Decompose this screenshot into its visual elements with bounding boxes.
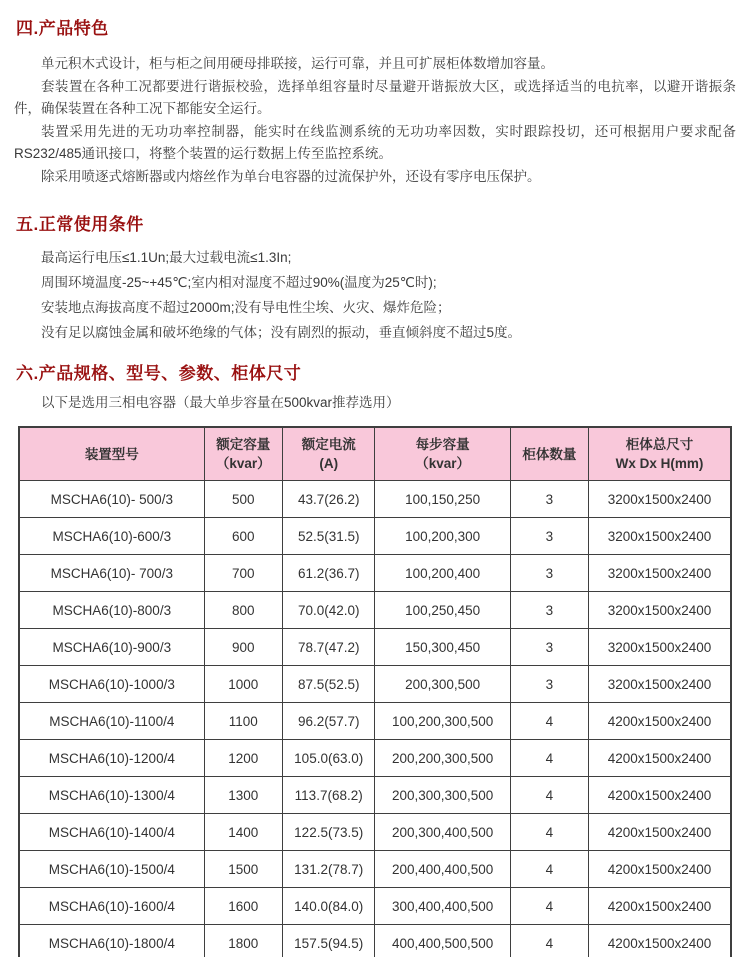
table-cell: 100,200,300,500 bbox=[375, 703, 510, 740]
features-paragraph: 装置采用先进的无功功率控制器，能实时在线监测系统的无功功率因数，实时跟踪投切，还可根据用户要求配备RS232/485通讯接口，将整个装置的运行数据上传至监控系统。 bbox=[14, 123, 736, 161]
table-cell: 4200x1500x2400 bbox=[589, 777, 731, 814]
table-row bbox=[19, 481, 731, 518]
col-header-label: 装置型号 bbox=[84, 446, 139, 462]
table-cell: 113.7(68.2) bbox=[282, 777, 375, 814]
table-cell: MSCHA6(10)-1600/4 bbox=[19, 888, 204, 925]
section-title-specs: 六.产品规格、型号、参数、柜体尺寸 bbox=[16, 364, 302, 383]
table-cell: 87.5(52.5) bbox=[282, 666, 375, 703]
table-cell: MSCHA6(10)-1500/4 bbox=[19, 851, 204, 888]
table-cell: 122.5(73.5) bbox=[282, 814, 375, 851]
table-row bbox=[19, 925, 731, 957]
col-header-cabinet-size bbox=[589, 427, 731, 481]
header-row bbox=[19, 427, 731, 481]
col-header-label: 柜体总尺寸 bbox=[625, 437, 694, 452]
table-cell: 100,200,400 bbox=[375, 555, 510, 592]
table-cell: 200,300,300,500 bbox=[375, 777, 510, 814]
features-paragraph: 单元积木式设计，柜与柜之间用硬母排联接，运行可靠，并且可扩展柜体数增加容量。 bbox=[41, 56, 554, 71]
table-cell: 4200x1500x2400 bbox=[589, 703, 731, 740]
table-cell: 3200x1500x2400 bbox=[589, 481, 731, 518]
table-cell: 3 bbox=[510, 592, 588, 629]
table-cell: 100,200,300 bbox=[375, 518, 510, 555]
col-header-sublabel: Wx Dx H(mm) bbox=[615, 456, 704, 471]
spec-note: 以下是选用三相电容器（最大单步容量在500kvar推荐选用） bbox=[41, 395, 400, 410]
table-cell: 1400 bbox=[204, 814, 282, 851]
table-cell: 61.2(36.7) bbox=[282, 555, 375, 592]
table-cell: 1000 bbox=[204, 666, 282, 703]
table-cell: 157.5(94.5) bbox=[282, 925, 375, 957]
table-cell: 1100 bbox=[204, 703, 282, 740]
table-cell: 900 bbox=[204, 629, 282, 666]
table-cell: 3200x1500x2400 bbox=[589, 518, 731, 555]
features-paragraph: 除采用喷逐式熔断器或内熔丝作为单台电容器的过流保护外，还设有零序电压保护。 bbox=[41, 168, 541, 184]
col-header-label: 每步容量 bbox=[415, 437, 470, 452]
table-cell: 4 bbox=[510, 703, 588, 740]
table-cell: 4200x1500x2400 bbox=[589, 851, 731, 888]
condition-line: 没有足以腐蚀金属和破坏绝缘的气体；没有剧烈的振动，垂直倾斜度不超过5度。 bbox=[41, 325, 522, 340]
table-row bbox=[19, 555, 731, 592]
table-cell: 3 bbox=[510, 555, 588, 592]
table-cell: 200,300,500 bbox=[375, 666, 510, 703]
table-row bbox=[19, 592, 731, 629]
table-cell: 3200x1500x2400 bbox=[589, 592, 731, 629]
table-cell: 200,400,400,500 bbox=[375, 851, 510, 888]
table-cell: 3 bbox=[510, 481, 588, 518]
table-cell: 52.5(31.5) bbox=[282, 518, 375, 555]
col-header-label: 额定容量 bbox=[216, 437, 271, 452]
table-cell: 600 bbox=[204, 518, 282, 555]
table-cell: 200,200,300,500 bbox=[375, 740, 510, 777]
table-cell: MSCHA6(10)- 500/3 bbox=[19, 481, 204, 518]
table-cell: 4 bbox=[510, 740, 588, 777]
table-cell: 43.7(26.2) bbox=[282, 481, 375, 518]
table-cell: 70.0(42.0) bbox=[282, 592, 375, 629]
table-cell: 200,300,400,500 bbox=[375, 814, 510, 851]
table-cell: 3 bbox=[510, 629, 588, 666]
table-cell: 1800 bbox=[204, 925, 282, 957]
table-row bbox=[19, 703, 731, 740]
table-cell: 4 bbox=[510, 814, 588, 851]
col-header-label: 柜体数量 bbox=[522, 446, 577, 462]
col-header-step-capacity bbox=[375, 427, 510, 481]
table-cell: 4 bbox=[510, 851, 588, 888]
spec-table-header bbox=[19, 427, 731, 481]
table-row bbox=[19, 518, 731, 555]
table-row bbox=[19, 740, 731, 777]
table-cell: MSCHA6(10)-900/3 bbox=[19, 629, 204, 666]
table-cell: 1300 bbox=[204, 777, 282, 814]
table-cell: 4 bbox=[510, 777, 588, 814]
col-header-rated-current bbox=[282, 427, 375, 481]
table-cell: 3200x1500x2400 bbox=[589, 666, 731, 703]
col-header-label: 额定电流 bbox=[301, 437, 356, 452]
table-row bbox=[19, 851, 731, 888]
table-cell: 105.0(63.0) bbox=[282, 740, 375, 777]
table-cell: 4200x1500x2400 bbox=[589, 740, 731, 777]
table-cell: MSCHA6(10)-600/3 bbox=[19, 518, 204, 555]
table-cell: MSCHA6(10)- 700/3 bbox=[19, 555, 204, 592]
table-row bbox=[19, 888, 731, 925]
table-cell: 1200 bbox=[204, 740, 282, 777]
table-cell: 4 bbox=[510, 888, 588, 925]
table-cell: MSCHA6(10)-1800/4 bbox=[19, 925, 204, 957]
condition-line: 周围环境温度-25~+45℃;室内相对湿度不超过90%(温度为25℃时); bbox=[41, 275, 437, 290]
table-cell: 150,300,450 bbox=[375, 629, 510, 666]
col-header-cabinet-count bbox=[510, 427, 588, 481]
table-cell: 78.7(47.2) bbox=[282, 629, 375, 666]
table-cell: MSCHA6(10)-800/3 bbox=[19, 592, 204, 629]
section-title-conditions: 五.正常使用条件 bbox=[16, 215, 144, 234]
table-cell: 140.0(84.0) bbox=[282, 888, 375, 925]
table-row bbox=[19, 777, 731, 814]
col-header-sublabel: （kvar） bbox=[215, 456, 271, 471]
table-cell: 4200x1500x2400 bbox=[589, 925, 731, 957]
table-cell: 4 bbox=[510, 925, 588, 957]
col-header-sublabel: (A) bbox=[319, 456, 339, 471]
table-cell: 100,150,250 bbox=[375, 481, 510, 518]
table-cell: MSCHA6(10)-1100/4 bbox=[19, 703, 204, 740]
table-cell: 3 bbox=[510, 666, 588, 703]
table-cell: 3200x1500x2400 bbox=[589, 629, 731, 666]
table-cell: 4200x1500x2400 bbox=[589, 814, 731, 851]
table-cell: 3200x1500x2400 bbox=[589, 555, 731, 592]
table-row bbox=[19, 629, 731, 666]
table-row bbox=[19, 666, 731, 703]
section-title-features: 四.产品特色 bbox=[16, 19, 109, 38]
table-cell: MSCHA6(10)-1200/4 bbox=[19, 740, 204, 777]
table-cell: 3 bbox=[510, 518, 588, 555]
table-cell: 700 bbox=[204, 555, 282, 592]
features-paragraph: 套装置在各种工况都要进行谐振校验，选择单组容量时尽量避开谐振放大区，或选择适当的电抗率，以避开谐振条件，确保装置在各种工况下都能安全运行。 bbox=[14, 78, 736, 116]
table-cell: 400,400,500,500 bbox=[375, 925, 510, 957]
col-header-sublabel: （kvar） bbox=[415, 456, 470, 471]
spec-table bbox=[18, 426, 732, 957]
table-cell: 1600 bbox=[204, 888, 282, 925]
table-cell: 1500 bbox=[204, 851, 282, 888]
table-cell: MSCHA6(10)-1400/4 bbox=[19, 814, 204, 851]
table-cell: MSCHA6(10)-1000/3 bbox=[19, 666, 204, 703]
condition-line: 最高运行电压≤1.1Un;最大过载电流≤1.3In; bbox=[41, 250, 292, 265]
col-header-rated-capacity bbox=[204, 427, 282, 481]
condition-line: 安装地点海拔高度不超过2000m;没有导电性尘埃、火灾、爆炸危险； bbox=[41, 300, 451, 315]
table-cell: MSCHA6(10)-1300/4 bbox=[19, 777, 204, 814]
table-cell: 500 bbox=[204, 481, 282, 518]
col-header-model bbox=[19, 427, 204, 481]
table-cell: 96.2(57.7) bbox=[282, 703, 375, 740]
table-cell: 131.2(78.7) bbox=[282, 851, 375, 888]
table-cell: 100,250,450 bbox=[375, 592, 510, 629]
table-cell: 300,400,400,500 bbox=[375, 888, 510, 925]
table-row bbox=[19, 814, 731, 851]
table-cell: 4200x1500x2400 bbox=[589, 888, 731, 925]
table-cell: 800 bbox=[204, 592, 282, 629]
spec-table-body bbox=[19, 481, 731, 957]
